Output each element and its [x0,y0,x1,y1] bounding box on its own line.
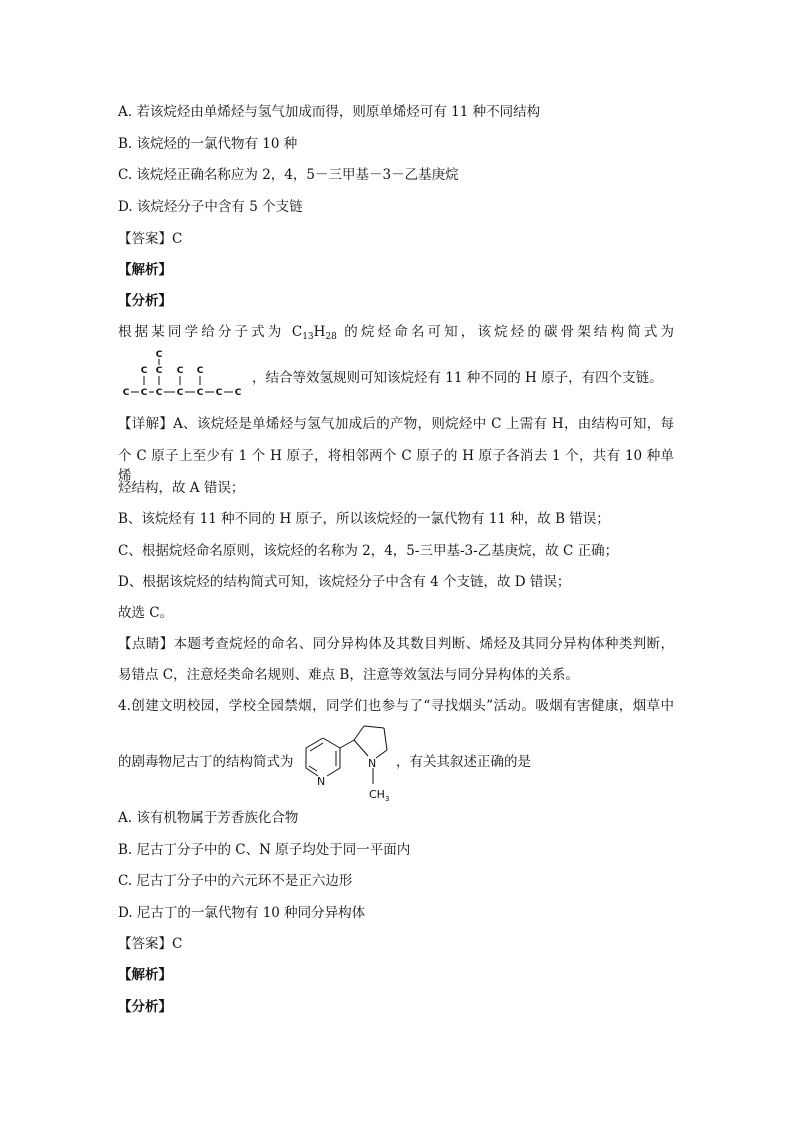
skeleton-atom: C [196,366,204,376]
q4-answer: 【答案】C [118,936,183,952]
skeleton-atom: C [234,388,242,398]
q3-jiexi-heading: 【解析】 [118,262,172,278]
q4-fenxi-heading: 【分析】 [118,999,172,1015]
q3-detail-line-2: 个 C 原子上至少有 1 个 H 原子，将相邻两个 C 原子的 H 原子各消去 1 个，共有 10 种单烯 [118,448,674,484]
skeleton-atom: C [155,350,163,360]
q3-analysis-post: 的烷烃命名可知，该烷烃的碳骨架结构简式为 [336,324,674,340]
q3-detail-line-1: 【详解】A、该烷烃是单烯烃与氢气加成后的产物，则烷烃中 C 上需有 H，由结构可知，每 [118,416,674,432]
q3-detail-line-3: 烃结构，故 A 错误； [118,480,245,496]
formula-h: H [313,324,326,340]
nicotine-methyl-sub: 3 [385,795,390,803]
skeleton-atom: C [176,388,184,398]
q3-analysis-line-2: ，结合等效氢规则可知该烷烃有 11 种不同的 H 原子，有四个支链。 [252,370,663,386]
q3-dianjing-line-1: 【点睛】本题考查烷烃的命名、同分异构体及其数目判断、烯烃及其同分异构体种类判断， [118,636,674,652]
q3-detail-line-6: D、根据该烷烃的结构简式可知，该烷烃分子中含有 4 个支链，故 D 错误； [118,574,571,590]
q3-detail-line-5: C、根据烷烃命名原则，该烷烃的名称为 2，4，5-三甲基-3-乙基庚烷，故 C 正确； [118,543,619,559]
skeleton-atom: C [176,366,184,376]
nicotine-pyrrolidine-n: N [368,757,377,770]
q3-conclusion: 故选 C。 [118,605,174,621]
q4-option-c: C. 尼古丁分子中的六元环不是正六边形 [118,873,353,889]
q3-detail-line-4: B、该烷烃有 11 种不同的 H 原子，所以该烷烃的一氯代物有 11 种，故 B 错误； [118,511,610,527]
skeleton-atom: C [122,388,130,398]
q4-stem-line-1: 4.创建文明校园，学校全园禁烟，同学们也参与了“寻找烟头”活动。吸烟有害健康，烟草中 [118,698,674,714]
q3-option-b: B. 该烷烃的一氯代物有 10 种 [118,136,298,152]
q3-analysis-line-1 [118,322,674,347]
q3-analysis-pre: 根据某同学给分子式为 C [118,324,303,340]
q4-jiexi-heading: 【解析】 [118,967,172,983]
q3-fenxi-heading: 【分析】 [118,293,172,309]
formula-subscript-c: 13 [302,332,314,342]
q4-option-a: A. 该有机物属于芳香族化合物 [118,810,299,826]
q4-option-b: B. 尼古丁分子中的 C、N 原子均处于同一平面内 [118,842,411,858]
q4-stem-line-2-pre: 的剧毒物尼古丁的结构简式为 [118,754,294,770]
skeleton-atom: C [140,388,148,398]
q3-answer: 【答案】C [118,231,183,247]
q3-option-a: A. 若该烷烃由单烯烃与氢气加成而得，则原单烯烃可有 11 种不同结构 [118,104,541,120]
nicotine-structure-diagram [296,720,396,804]
q3-option-c: C. 该烷烃正确名称应为 2，4，5－三甲基－3－乙基庚烷 [118,167,459,183]
carbon-skeleton-diagram [118,346,250,402]
formula-subscript-h: 28 [325,332,337,342]
q4-stem-line-2-post: ，有关其叙述正确的是 [396,754,531,770]
skeleton-atom: C [196,388,204,398]
skeleton-atom: C [155,366,163,376]
nicotine-pyridine-n: N [317,775,326,788]
q4-option-d: D. 尼古丁的一氯代物有 10 种同分异构体 [118,905,366,921]
skeleton-atom: C [155,388,163,398]
skeleton-atom: C [215,388,223,398]
q3-option-d: D. 该烷烃分子中含有 5 个支链 [118,199,303,215]
skeleton-atom: C [140,366,148,376]
q3-dianjing-line-2: 易错点 C，注意烃类命名规则、难点 B，注意等效氢法与同分异构体的关系。 [118,667,579,683]
nicotine-methyl-ch: CH [369,788,385,801]
